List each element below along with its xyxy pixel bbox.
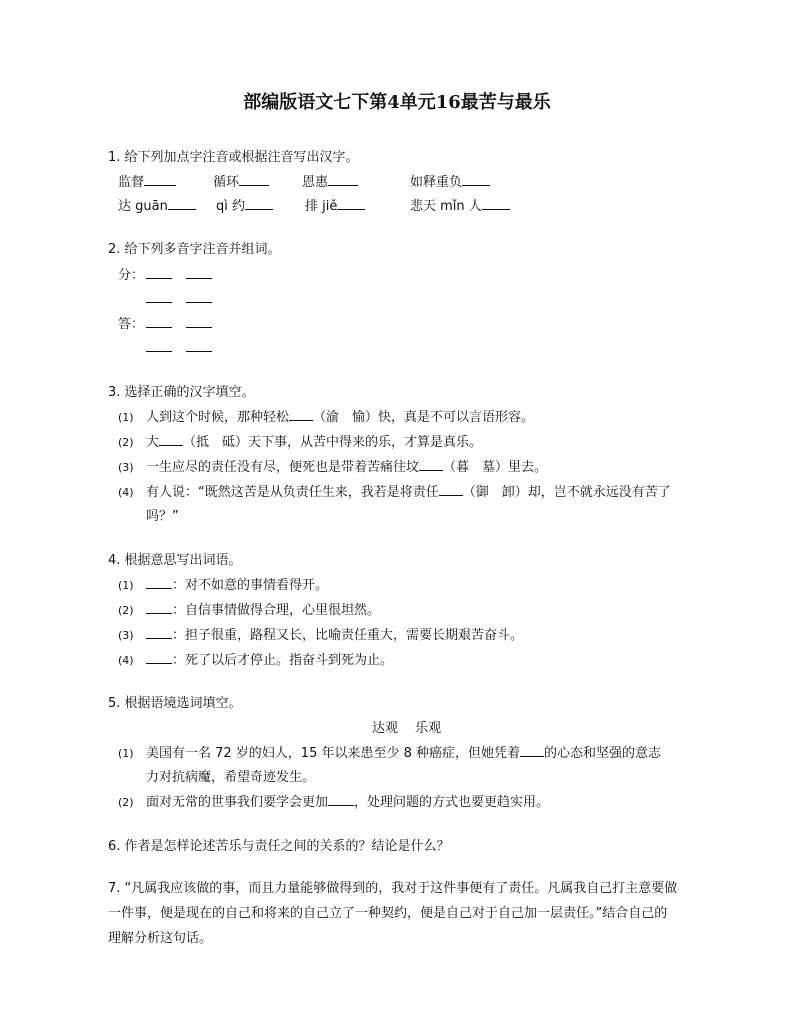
answer-blank[interactable] [419, 458, 443, 471]
answer-blank[interactable] [328, 793, 354, 806]
q3-item: (3) 一生应尽的责任没有尽，便死也是带着苦痛往坟 （暮 墓）里去。 [118, 460, 548, 475]
answer-blank[interactable] [146, 339, 172, 352]
q1-item: 排 jiě [305, 195, 365, 214]
q2-char-label: 答： [118, 317, 145, 332]
answer-blank[interactable] [144, 173, 176, 186]
question-6-prompt: 6. 作者是怎样论述苦乐与责任之间的关系的？结论是什么？ [108, 839, 450, 854]
q1-item: 悲天 mǐn 人 [410, 195, 510, 214]
page-title: 部编版语文七下第4单元16最苦与最乐 [243, 92, 551, 113]
q3-item: (1) 人到这个时候，那种轻松 （渝 愉）快，真是不可以言语形容。 [118, 410, 535, 425]
q1-item: qì 约 [216, 195, 273, 214]
q4-item: (3) ：担子很重，路程又长，比喻责任重大，需要长期艰苦奋斗。 [118, 628, 524, 643]
answer-blank[interactable] [146, 266, 172, 279]
answer-blank[interactable] [186, 290, 212, 303]
q2-char-label: 分： [118, 268, 145, 283]
q5-item: (1) 美国有一名 72 岁的妇人，15 年以来患至少 8 种癌症，但她凭着 的心态和坚强的意志 [118, 746, 662, 761]
answer-blank[interactable] [146, 576, 172, 589]
answer-blank[interactable] [289, 408, 313, 421]
q1-item: 如释重负 [410, 171, 490, 190]
q4-item: (1) ：对不如意的事情看得开。 [118, 578, 329, 593]
answer-blank[interactable] [186, 266, 212, 279]
answer-blank[interactable] [146, 651, 172, 664]
answer-blank[interactable] [239, 173, 269, 186]
q5-word-options: 达观 乐观 [372, 721, 442, 736]
answer-blank[interactable] [146, 315, 172, 328]
question-1-prompt: 1. 给下列加点字注音或根据注音写出汉字。 [108, 150, 359, 165]
q1-item: 循环 [213, 171, 269, 190]
question-3-prompt: 3. 选择正确的汉字填空。 [108, 385, 255, 400]
answer-blank[interactable] [328, 173, 358, 186]
answer-blank[interactable] [146, 290, 172, 303]
question-4-prompt: 4. 根据意思写出词语。 [108, 553, 242, 568]
q3-item: (2) 大 （抵 砥）天下事，从苦中得来的乐，才算是真乐。 [118, 435, 483, 450]
question-7-prompt: 7. “凡属我应该做的事，而且力量能够做得到的，我对于这件事便有了责任。凡属我自己打主意要做一件事，便是现在的自己和将来的自己立了一种契约，便是自己对于自己加一层责任。”结合自己的理解分析这句话。 [108, 881, 678, 946]
answer-blank[interactable] [439, 483, 463, 496]
answer-blank[interactable] [186, 315, 212, 328]
q1-item: 恩惠 [302, 171, 358, 190]
answer-blank[interactable] [168, 197, 196, 210]
answer-blank[interactable] [159, 433, 183, 446]
question-5-prompt: 5. 根据语境选词填空。 [108, 696, 242, 711]
q3-item-continued: 吗？” [146, 509, 179, 524]
q1-item: 达 guān [118, 195, 196, 214]
q5-item-continued: 力对抗病魔，希望奇迹发生。 [146, 770, 316, 785]
q1-item: 监督 [118, 171, 176, 190]
answer-blank[interactable] [337, 197, 365, 210]
answer-blank[interactable] [520, 744, 544, 757]
q5-item: (2) 面对无常的世事我们要学会更加 ，处理问题的方式也要更趋实用。 [118, 795, 550, 810]
answer-blank[interactable] [462, 173, 490, 186]
answer-blank[interactable] [245, 197, 273, 210]
answer-blank[interactable] [146, 626, 172, 639]
answer-blank[interactable] [482, 197, 510, 210]
q3-item: (4) 有人说：“既然这苦是从负责任生来，我若是将责任 （御 卸）却，岂不就永远没有苦了 [118, 485, 671, 500]
answer-blank[interactable] [146, 601, 172, 614]
question-2-prompt: 2. 给下列多音字注音并组词。 [108, 242, 281, 257]
answer-blank[interactable] [186, 339, 212, 352]
q4-item: (4) ：死了以后才停止。指奋斗到死为止。 [118, 653, 394, 668]
q4-item: (2) ：自信事情做得合理，心里很坦然。 [118, 603, 381, 618]
